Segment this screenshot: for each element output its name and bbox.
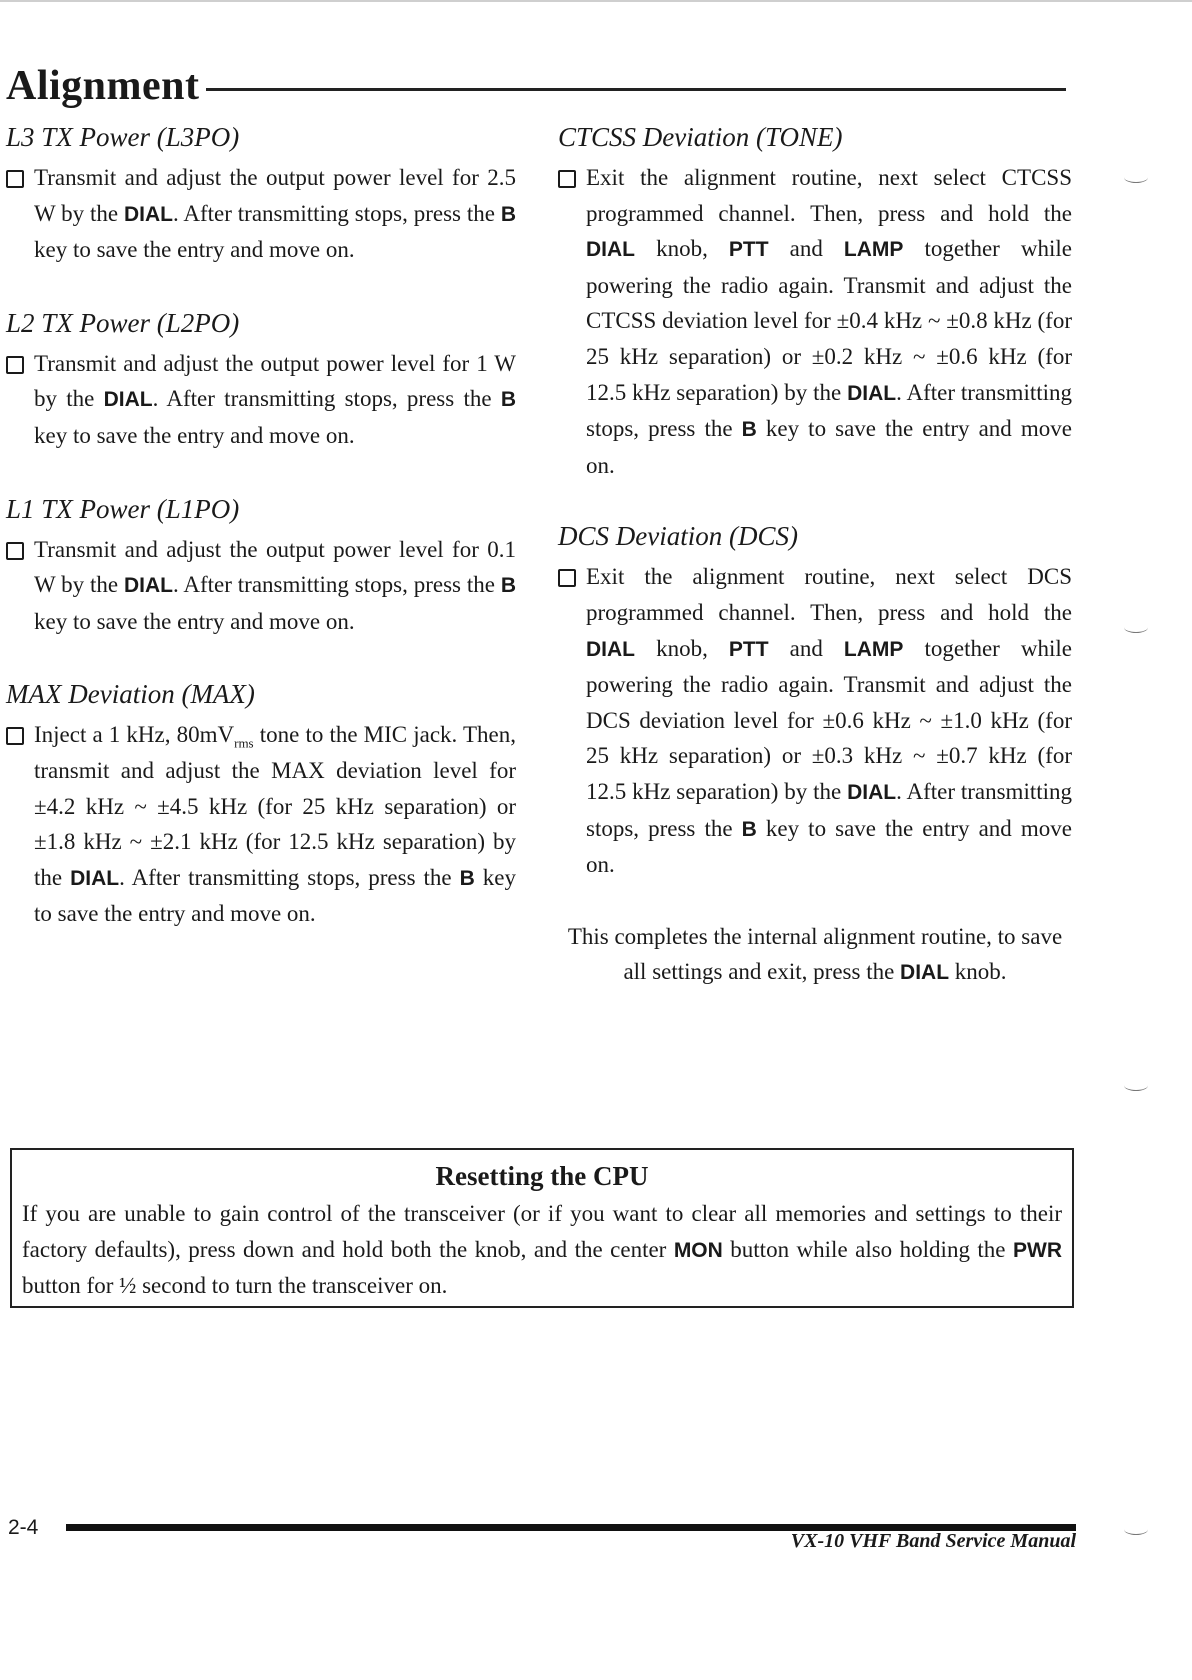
key-label: B — [459, 866, 475, 890]
section-heading: L2 TX Power (L2PO) — [6, 307, 240, 338]
key-label: B — [741, 817, 757, 841]
step-item — [558, 559, 1072, 882]
step-text: . After transmitting stops, press the — [173, 200, 501, 226]
key-label: B — [500, 574, 516, 598]
step-text: and — [768, 236, 844, 262]
closing-text: This completes the internal alignment routine, to save all settings and exit, press the — [567, 923, 1063, 985]
step-item — [558, 160, 1072, 483]
closing-paragraph — [558, 919, 1072, 991]
step-text: Exit the alignment routine, next select CTCSS programmed channel. Then, press and hold the — [586, 165, 1072, 226]
step-text: . After transmitting stops, press the — [586, 379, 1073, 442]
key-label: B — [500, 388, 516, 412]
cpu-box-text — [22, 1196, 1062, 1304]
key-label: LAMP — [843, 637, 904, 661]
section-max-deviation — [6, 675, 516, 932]
step-text: Transmit and adjust the output power level for 0.1 W by the — [34, 536, 516, 598]
cpu-box-title: Resetting the CPU — [435, 1161, 649, 1191]
step-text: key to save the entry and move on. — [34, 608, 355, 634]
manual-title: VX-10 VHF Band Service Manual — [790, 1530, 1076, 1552]
binding-mark — [1124, 1524, 1148, 1535]
step-text: key to save the entry and move on. — [586, 815, 1072, 878]
section-l3-tx-power — [6, 118, 516, 268]
section-heading: MAX Deviation (MAX) — [6, 679, 255, 710]
section-heading: L3 TX Power (L3PO) — [6, 122, 240, 152]
key-label: DIAL — [124, 574, 174, 598]
key-label: DIAL — [70, 866, 120, 890]
key-label: DIAL — [900, 961, 950, 985]
key-label: B — [741, 418, 757, 442]
step-text: key to save the entry and move on. — [34, 422, 355, 448]
checkbox-icon — [6, 542, 24, 560]
step-text: together while powering the radio again. Transmit and adjust the DCS deviation level for ±0.6 kHz ~ ±1.0 kHz (for 25 kHz separation) or ±0.3 kHz ~ ±0.7 kHz (for 12.5 kHz separation) by the — [586, 635, 1072, 804]
key-label: PWR — [1013, 1238, 1062, 1262]
section-l2-tx-power — [6, 304, 516, 454]
step-text: Transmit and adjust the output power level for 1 W by the — [34, 350, 516, 412]
step-text: . After transmitting stops, press the — [152, 386, 501, 412]
key-label: DIAL — [103, 388, 153, 412]
checkbox-icon — [558, 569, 576, 587]
step-text: knob, — [635, 635, 729, 661]
key-label: DIAL — [847, 381, 897, 405]
checkbox-icon — [6, 356, 24, 374]
right-column — [558, 118, 1072, 991]
step-text: Exit the alignment routine, next select DCS programmed channel. Then, press and hold the — [586, 564, 1072, 625]
cpu-text-part: button while also holding the — [722, 1236, 1013, 1262]
binding-mark — [1124, 172, 1148, 183]
binding-mark — [1124, 622, 1148, 633]
page-title: Alignment — [6, 63, 200, 109]
resetting-cpu-box — [10, 1148, 1074, 1308]
step-text: . After transmitting stops, press the — [173, 572, 501, 598]
key-label: DIAL — [586, 238, 635, 262]
key-label: B — [500, 202, 516, 226]
step-text: Transmit and adjust the output power level for 2.5 W by the — [34, 165, 516, 226]
key-label: PTT — [728, 238, 769, 262]
closing-text: knob. — [949, 959, 1007, 985]
section-heading: DCS Deviation (DCS) — [558, 521, 798, 552]
step-text: knob, — [635, 236, 729, 262]
section-heading: CTCSS Deviation (TONE) — [558, 122, 843, 152]
key-label: DIAL — [586, 637, 635, 661]
step-text: . After transmitting stops, press the — [119, 864, 460, 890]
step-text: . After transmitting stops, press the — [586, 778, 1073, 841]
step-item — [6, 532, 516, 640]
step-text: key to save the entry and move on. — [34, 864, 516, 927]
title-rule — [206, 88, 1067, 91]
key-label: MON — [673, 1238, 723, 1262]
key-label: PTT — [728, 637, 769, 661]
step-text: tone to the MIC jack. Then, transmit and adjust the MAX deviation level for ±4.2 kHz ~ ±4.5 kHz (for 25 kHz separation) or ±1.8 kHz ~ ±2.1 kHz (for 12.5 kHz separation) by the — [34, 722, 516, 890]
left-column — [6, 118, 516, 932]
section-l1-tx-power — [6, 490, 516, 640]
key-label: DIAL — [124, 202, 174, 226]
binding-mark — [1124, 1080, 1148, 1091]
checkbox-icon — [6, 170, 24, 188]
cpu-text-part: button for ½ second to turn the transceiver on. — [22, 1273, 448, 1299]
key-label: LAMP — [843, 238, 904, 262]
step-item — [6, 346, 516, 454]
step-text: and — [768, 635, 844, 661]
step-item — [6, 717, 516, 932]
section-dcs-deviation — [558, 517, 1072, 882]
subscript-rms: rms — [234, 735, 254, 751]
step-text: key to save the entry and move on. — [34, 237, 355, 263]
checkbox-icon — [6, 727, 24, 745]
section-heading: L1 TX Power (L1PO) — [6, 493, 240, 524]
page-number: 2-4 — [8, 1516, 39, 1539]
top-border-line — [0, 0, 1192, 2]
step-text: key to save the entry and move on. — [586, 416, 1072, 478]
step-text: together while powering the radio again. Transmit and adjust the CTCSS deviation level for ±0.4 kHz ~ ±0.8 kHz (for 25 kHz separation) or ±0.2 kHz ~ ±0.6 kHz (for 12.5 kHz separation) by the — [586, 236, 1072, 405]
key-label: DIAL — [847, 780, 897, 804]
cpu-text-part: If you are unable to gain control of the transceiver (or if you want to clear all memories and settings to their factory defaults), press down and hold both the knob, and the center — [22, 1201, 1062, 1262]
step-item — [6, 160, 516, 268]
page-header — [6, 56, 1066, 116]
step-text: Inject a 1 kHz, 80mV — [34, 722, 235, 748]
section-ctcss-deviation — [558, 118, 1072, 483]
checkbox-icon — [558, 170, 576, 188]
